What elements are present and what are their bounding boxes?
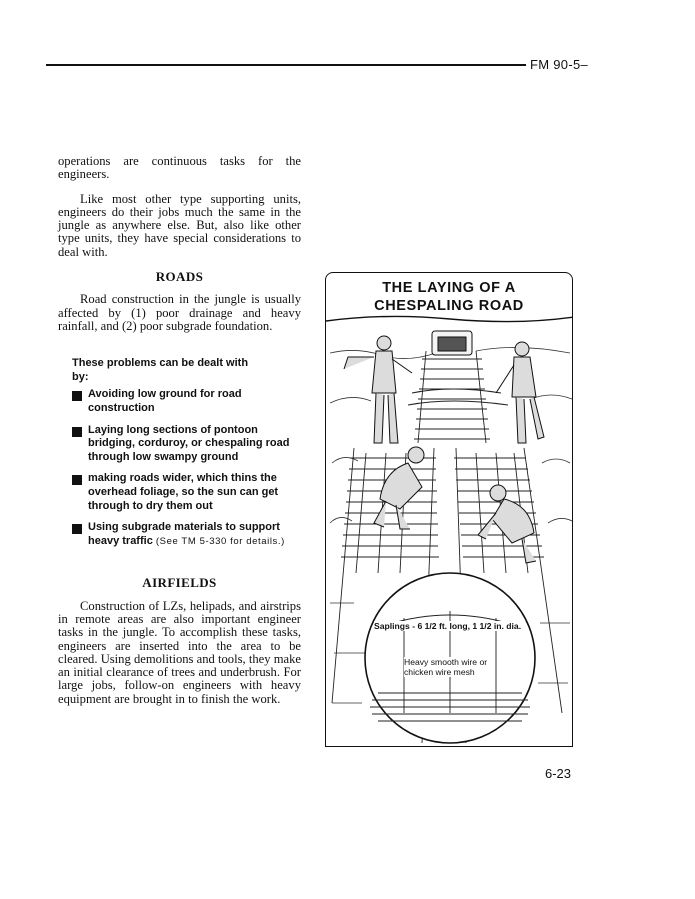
chespaling-road-figure	[325, 272, 573, 747]
figure-title-line2: CHESPALING ROAD	[374, 298, 524, 314]
list-item	[58, 388, 301, 415]
wire-label-line1: Heavy smooth wire or	[404, 657, 488, 667]
list-item-text: Laying long sections of pontoon bridging, corduroy, or chespaling road through low swampy ground	[88, 423, 290, 463]
roads-list-intro-line1: These problems can be dealt with	[72, 357, 249, 370]
bullet-square-icon	[72, 475, 82, 485]
section-heading-roads: ROADS	[155, 269, 204, 285]
roads-list-intro-line2: by:	[72, 370, 89, 383]
roads-list-intro	[58, 357, 301, 384]
bullet-square-icon	[72, 524, 82, 534]
list-item-text: making roads wider, which thins the overhead foliage, so the sun can get through to dry them out	[88, 472, 279, 512]
list-item-text: Using subgrade materials to support heavy traffic	[88, 521, 280, 547]
wire-label-line2: chicken wire mesh	[404, 667, 475, 677]
bullet-square-icon	[72, 391, 82, 401]
list-item	[58, 472, 301, 513]
roads-bullet-list	[58, 388, 301, 548]
page-number: 6-23	[545, 766, 572, 781]
paragraph-roads: Road construction in the jungle is usually affected by (1) poor drainage and heavy rainfall, and (2) poor subgrade foundation.	[58, 292, 301, 333]
paragraph-continued: operations are continuous tasks for the engineers.	[58, 154, 301, 182]
header-rule	[46, 64, 526, 66]
paragraph-engineers: Like most other type supporting units, engineers do their jobs much the same in the jungle as anywhere else. But, also like other type units, they have special considerations to deal with.	[58, 191, 301, 259]
list-item-text: Avoiding low ground for road construction	[88, 388, 242, 415]
manual-number: FM 90-5–	[530, 57, 589, 72]
list-item	[58, 521, 301, 548]
saplings-label: Saplings - 6 1/2 ft. long, 1 1/2 in. dia.	[374, 621, 522, 631]
paragraph-airfields: Construction of LZs, helipads, and airstrips in remote areas are also important engineer tasks in the jungle. To accomplish these tasks, engineers are inserted into the area to be cleared. Using demolitions and tools, they make an initial clearance of trees and underbrush. For large jobs, follow-on engineers with heavy equipment are brought in to finish the work.	[58, 598, 301, 706]
bullet-square-icon	[72, 427, 82, 437]
figure-title	[326, 279, 572, 315]
list-item	[58, 424, 301, 465]
wire-label	[404, 657, 487, 677]
list-item-note: (See TM 5-330 for details.)	[155, 535, 285, 547]
figure-title-line1: THE LAYING OF A	[382, 280, 516, 296]
section-heading-airfields: AIRFIELDS	[142, 575, 217, 591]
text-column	[58, 155, 301, 717]
